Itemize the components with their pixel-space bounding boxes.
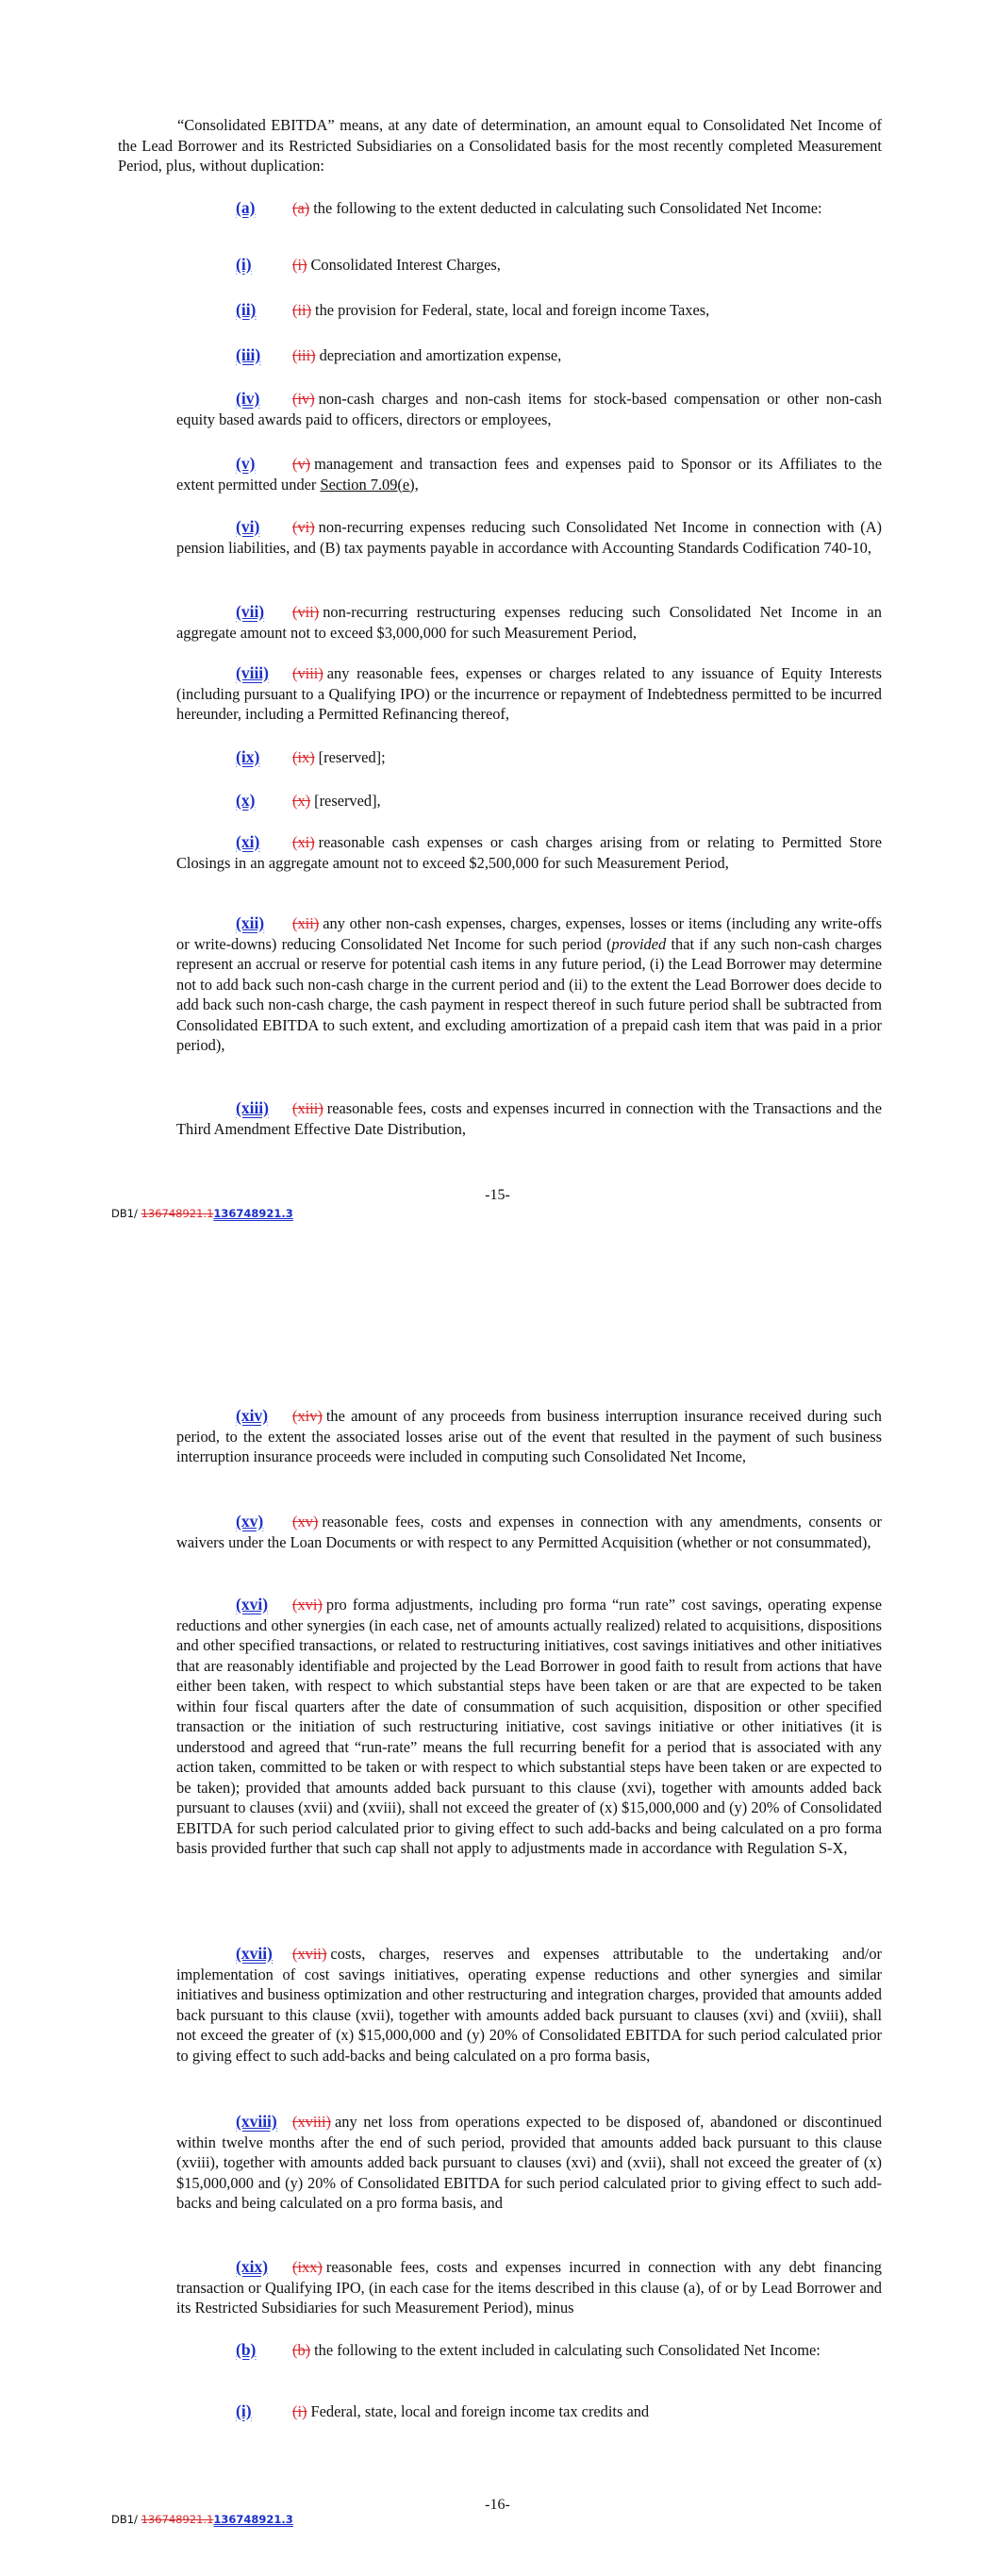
clause-text: any reasonable fees, expenses or charges related to any issuance of Equity Interests (including pursuant to a Qualifying IPO) or the incurrence or repayment of Indebtedness permitted to be incurred hereunder, including a Permitted Refinancing thereof, bbox=[176, 664, 882, 723]
clause-v bbox=[176, 454, 882, 494]
footer-prefix: DB1/ bbox=[111, 2513, 141, 2526]
clause-viii bbox=[176, 663, 882, 725]
clause-xix bbox=[176, 2257, 882, 2318]
clause-number-deleted: (xvi) bbox=[292, 1596, 323, 1614]
clause-iii bbox=[176, 345, 882, 366]
clause-text-rest: that if any such non-cash charges represent an accrual or reserve for potential cash items in any future period, (i) the Lead Borrower may determine not to add back such non-cash charge in the current period and (ii) to the extent the Lead Borrower does decide to add back such non-cash charge, the cash payment in respect thereof in such future period shall be subtracted from Consolidated EBITDA to such extent, and excluding amortization of a prepaid cash item that was paid in a prior period), bbox=[176, 934, 882, 1054]
clause-number-deleted: (ix) bbox=[292, 748, 315, 766]
clause-number-inserted: (i) bbox=[236, 255, 252, 274]
clause-xiv bbox=[176, 1406, 882, 1467]
clause-number-inserted: (xv) bbox=[236, 1512, 264, 1531]
clause-number-inserted: (vi) bbox=[236, 517, 260, 536]
clause-number-inserted: (xix) bbox=[236, 2257, 269, 2276]
clause-number-deleted: (i) bbox=[292, 2402, 307, 2420]
clause-b-i bbox=[176, 2401, 882, 2422]
clause-text: reasonable fees, costs and expenses incurred in connection with any debt financing transaction or Qualifying IPO, (in each case for the items described in this clause (a), of or by Lead Borrower and its Restricted Subsidiaries for such Measurement Period), minus bbox=[176, 2258, 882, 2317]
clause-text-italic: provided bbox=[611, 934, 667, 953]
clause-number-deleted: (i) bbox=[292, 256, 307, 274]
clause-text: reasonable fees, costs and expenses incurred in connection with the Transactions and the Third Amendment Effective Date Distribution, bbox=[176, 1099, 882, 1138]
clause-number-inserted: (x) bbox=[236, 791, 256, 810]
clause-text: the provision for Federal, state, local and foreign income Taxes, bbox=[315, 301, 710, 319]
clause-number-deleted: (iii) bbox=[292, 346, 316, 364]
clause-xviii bbox=[176, 2112, 882, 2214]
clause-ii bbox=[176, 300, 882, 321]
clause-iv bbox=[176, 389, 882, 429]
clause-number-deleted: (x) bbox=[292, 792, 311, 810]
clause-text: reasonable cash expenses or cash charges arising from or relating to Permitted Store Closings in an aggregate amount not to exceed $2,500,000 for such Measurement Period, bbox=[176, 833, 882, 872]
page-number: -16- bbox=[485, 2497, 510, 2513]
clause-xv bbox=[176, 1512, 882, 1552]
clause-number-deleted: (vii) bbox=[292, 603, 320, 621]
clause-number-inserted: (ix) bbox=[236, 747, 260, 766]
clause-ix bbox=[176, 747, 882, 768]
clause-text: Consolidated Interest Charges, bbox=[310, 256, 501, 274]
clause-text: costs, charges, reserves and expenses attributable to the undertaking and/or implementation of cost savings initiatives, operating expense reductions and other synergies and similar initiatives and business optimization and other restructuring and integration charges, provided that amounts added back pursuant to this clause (xvii), together with amounts added back pursuant to clauses (xvi) and (xviii), shall not exceed the greater of (x) $15,000,000 and (y) 20% of Consolidated EBITDA for such period calculated prior to giving effect to such add-backs and being calculated on a pro forma basis, bbox=[176, 1945, 882, 2065]
clause-vi bbox=[176, 517, 882, 558]
clause-text: reasonable fees, costs and expenses in connection with any amendments, consents or waivers under the Loan Documents or with respect to any Permitted Acquisition (whether or not consummated), bbox=[176, 1513, 882, 1551]
clause-text: any other non-cash expenses, charges, expenses, losses or items (including any write-offs or write-downs) reducing Consolidated Net Income for such period ( bbox=[176, 914, 882, 953]
clause-number-deleted: (xvii) bbox=[292, 1945, 327, 1963]
clause-i bbox=[176, 255, 882, 276]
clause-xiii bbox=[176, 1098, 882, 1139]
document-footer bbox=[111, 2513, 293, 2526]
clause-text-end: , bbox=[414, 475, 419, 493]
clause-a bbox=[118, 198, 882, 219]
clause-x bbox=[176, 791, 882, 811]
footer-new-id: 136748921.3 bbox=[213, 2513, 293, 2526]
clause-number-inserted: (iii) bbox=[236, 345, 261, 364]
clause-number-deleted: (xiv) bbox=[292, 1407, 323, 1425]
clause-xi bbox=[176, 832, 882, 873]
clause-text: any net loss from operations expected to be disposed of, abandoned or discontinued within twelve months after the end of such period, provided that amounts added back pursuant to this clause (xviii), together with amounts added back pursuant to clauses (xvi) and (xvii), shall not exceed the greater of (x) $15,000,000 and (y) 20% of Consolidated EBITDA for such period calculated prior to giving effect to such add-backs and being calculated on a pro forma basis, and bbox=[176, 2113, 882, 2212]
clause-number-inserted: (xvii) bbox=[236, 1944, 273, 1963]
clause-text: [reserved], bbox=[314, 792, 381, 810]
clause-vii bbox=[176, 602, 882, 643]
clause-text: the amount of any proceeds from business interruption insurance received during such period, to the extent the associated losses arise out of the event that resulted in the payment of such business interruption insurance proceeds were included in computing such Consolidated Net Income, bbox=[176, 1407, 882, 1465]
clause-number-deleted: (viii) bbox=[292, 664, 323, 682]
clause-number-deleted: (xiii) bbox=[292, 1099, 323, 1117]
clause-text: non-recurring restructuring expenses reducing such Consolidated Net Income in an aggregate amount not to exceed $3,000,000 for such Measurement Period, bbox=[176, 603, 882, 642]
clause-number-deleted: (xii) bbox=[292, 914, 320, 932]
clause-text: pro forma adjustments, including pro forma “run rate” cost savings, operating expense reductions and other synergies (in each case, net of amounts actually realized) related to acquisitions, dispositions and other specified transactions, or related to restructuring initiatives, cost savings initiatives and other initiatives that are reasonably identifiable and projected by the Lead Borrower in good faith to result from actions that have either been taken, with respect to which substantial steps have been taken or are that are expected to be taken within four fiscal quarters after the date of consummation of such acquisition, disposition or other specified transaction or the initiation of such restructuring initiative, cost savings initiative or other initiatives (it is understood and agreed that “run-rate” means the full recurring benefit for a period that is associated with any action taken, committed to be taken or with respect to which substantial steps have been taken or are expected to be taken); provided that amounts added back pursuant to this clause (xvi), together with amounts added back pursuant to clauses (xvii) and (xviii), shall not exceed the greater of (x) $15,000,000 and (y) 20% of Consolidated EBITDA for such period calculated prior to giving effect to such add-backs and being calculated on a pro forma basis provided further that such cap shall not apply to adjustments made in accordance with Regulation S-X, bbox=[176, 1596, 882, 1857]
definition-paragraph: “Consolidated EBITDA” means, at any date of determination, an amount equal to Consolidated Net Income of the Lead Borrower and its Restricted Subsidiaries on a Consolidated basis for the most recently completed Measurement Period, plus, without duplication: bbox=[118, 116, 882, 175]
clause-text: the following to the extent included in calculating such Consolidated Net Income: bbox=[314, 2341, 821, 2359]
clause-number-deleted: (xv) bbox=[292, 1513, 319, 1531]
footer-prefix: DB1/ bbox=[111, 1207, 141, 1220]
clause-number-deleted: (xviii) bbox=[292, 2113, 331, 2131]
clause-number-deleted: (a) bbox=[292, 199, 310, 217]
document-footer bbox=[111, 1207, 293, 1220]
clause-number-inserted: (viii) bbox=[236, 663, 269, 682]
clause-number-deleted: (xi) bbox=[292, 833, 315, 851]
clause-number-inserted: (xiv) bbox=[236, 1406, 269, 1425]
clause-text: management and transaction fees and expenses paid to Sponsor or its Affiliates to the extent permitted under bbox=[176, 455, 882, 493]
page-number: -15- bbox=[485, 1187, 510, 1203]
clause-xii bbox=[176, 913, 882, 1056]
clause-number-inserted: (xvi) bbox=[236, 1595, 269, 1614]
clause-text: non-recurring expenses reducing such Consolidated Net Income in connection with (A) pension liabilities, and (B) tax payments payable in accordance with Accounting Standards Codification 740-10, bbox=[176, 518, 882, 557]
clause-number-inserted: (a) bbox=[236, 198, 256, 217]
document-page-15 bbox=[0, 0, 995, 1255]
clause-number-inserted: (xi) bbox=[236, 832, 260, 851]
clause-number-inserted: (xiii) bbox=[236, 1098, 269, 1117]
footer-new-id: 136748921.3 bbox=[213, 1207, 293, 1220]
clause-number-inserted: (xviii) bbox=[236, 2112, 277, 2131]
footer-old-id: 136748921.1 bbox=[141, 1207, 214, 1220]
clause-text: the following to the extent deducted in calculating such Consolidated Net Income: bbox=[313, 199, 822, 217]
clause-number-deleted: (b) bbox=[292, 2341, 311, 2359]
section-reference: Section 7.09(e) bbox=[320, 475, 415, 493]
clause-number-inserted: (xii) bbox=[236, 913, 265, 932]
clause-number-inserted: (iv) bbox=[236, 389, 260, 408]
footer-old-id: 136748921.1 bbox=[141, 2513, 214, 2526]
clause-number-inserted: (v) bbox=[236, 454, 256, 473]
clause-text: depreciation and amortization expense, bbox=[319, 346, 562, 364]
document-page-16 bbox=[0, 1378, 995, 2576]
clause-number-inserted: (i) bbox=[236, 2401, 252, 2420]
clause-xvii bbox=[176, 1944, 882, 2066]
clause-number-inserted: (vii) bbox=[236, 602, 265, 621]
clause-text: Federal, state, local and foreign income tax credits and bbox=[310, 2402, 650, 2420]
clause-number-deleted: (iv) bbox=[292, 390, 315, 408]
clause-text: non-cash charges and non-cash items for stock-based compensation or other non-cash equity based awards paid to officers, directors or employees, bbox=[176, 390, 882, 428]
clause-number-inserted: (b) bbox=[236, 2340, 257, 2359]
clause-xvi bbox=[176, 1595, 882, 1859]
clause-b bbox=[118, 2340, 882, 2361]
page-gap bbox=[0, 1255, 995, 1378]
clause-number-deleted: (ixx) bbox=[292, 2258, 323, 2276]
clause-number-deleted: (v) bbox=[292, 455, 311, 473]
clause-text: [reserved]; bbox=[318, 748, 386, 766]
clause-number-inserted: (ii) bbox=[236, 300, 257, 319]
clause-number-deleted: (ii) bbox=[292, 301, 312, 319]
clause-number-deleted: (vi) bbox=[292, 518, 315, 536]
